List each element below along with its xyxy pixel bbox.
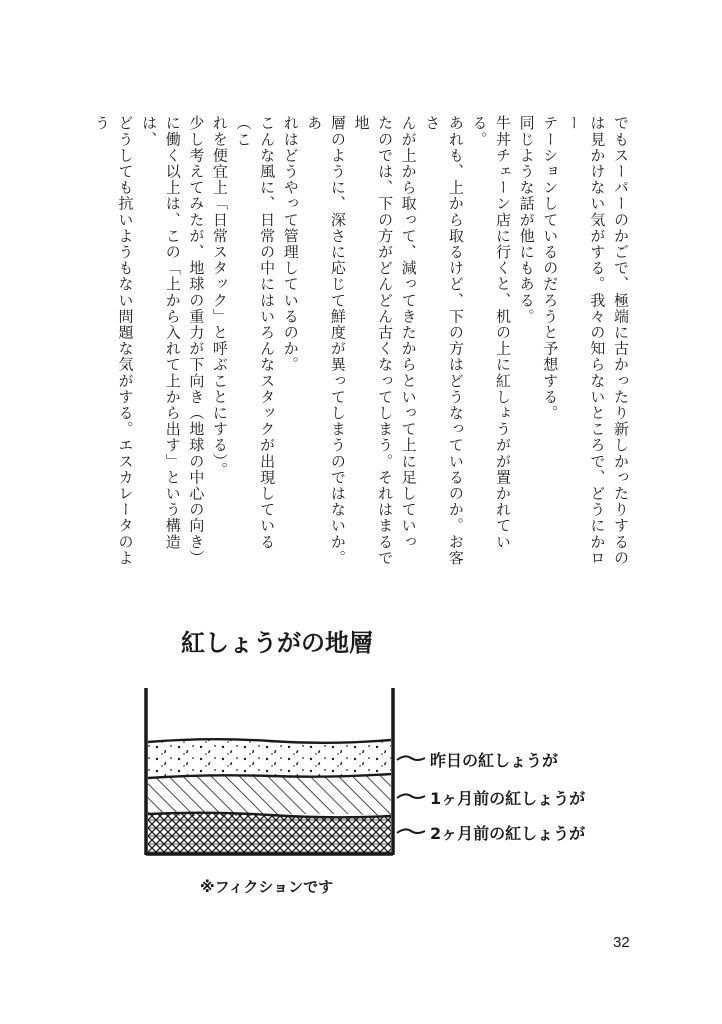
layer-one-month xyxy=(148,774,391,816)
fiction-note: ※フィクションです xyxy=(200,878,334,896)
text-line: れはどうやって管理しているのか。 xyxy=(281,115,300,373)
layer-two-months xyxy=(148,813,391,853)
text-line: あれも、上から取るけど、下の方はどうなっているのか。お客さ xyxy=(423,115,465,566)
text-line: でもスーパーのかごで、極端に古かったり新しかったりするの xyxy=(612,115,630,566)
text-line: んが上から取って、減ってきたからといって上に足していっ xyxy=(399,115,418,550)
leader-lines xyxy=(397,756,425,833)
text-line: たのでは、下の方がどんどん古くなってしまう。それはまるで地 xyxy=(352,115,395,566)
page-number: 32 xyxy=(613,934,630,951)
text-line: れを便宜上「日常スタック」と呼ぶことにする）。 xyxy=(210,115,229,478)
text-line: 牛丼チェーン店に行くと、机の上に紅しょうがが置かれている。 xyxy=(470,115,513,550)
text-line: テーションしているのだろうと予想する。 xyxy=(541,115,560,421)
layer-yesterday xyxy=(148,739,391,778)
text-line: は見かけない気がする。我々の知らないところで、どうにかロー xyxy=(564,115,607,566)
text-line: に働く以上は、この「上から入れて上から出す」という構造は、 xyxy=(140,115,182,550)
text-line: 少し考えてみたが、地球の重力が下向き（地球の中心の向き） xyxy=(187,115,206,566)
text-line: こんな風に、日常の中にはいろんなスタックが出現している（こ xyxy=(234,115,277,550)
layer-label-yesterday: 昨日の紅しょうが xyxy=(430,751,559,770)
layer-label-one-month: 1ヶ月前の紅しょうが xyxy=(430,789,586,808)
container xyxy=(146,688,393,855)
illustration-title: 紅しょうがの地層 xyxy=(181,629,373,657)
leader-one-month xyxy=(397,794,425,798)
layer-label-two-months: 2ヶ月前の紅しょうが xyxy=(430,824,586,843)
leader-yesterday xyxy=(397,756,425,760)
text-line: 同じような話が他にもある。 xyxy=(517,115,536,325)
text-line: どうしても抗いようもない問題な気がする。エスカレータのよう xyxy=(92,115,135,566)
leader-two-months xyxy=(397,829,425,833)
text-line: 層のように、深さに応じて鮮度が異ってしまうのではないか。あ xyxy=(305,115,347,566)
vertical-body-text xyxy=(92,115,632,580)
